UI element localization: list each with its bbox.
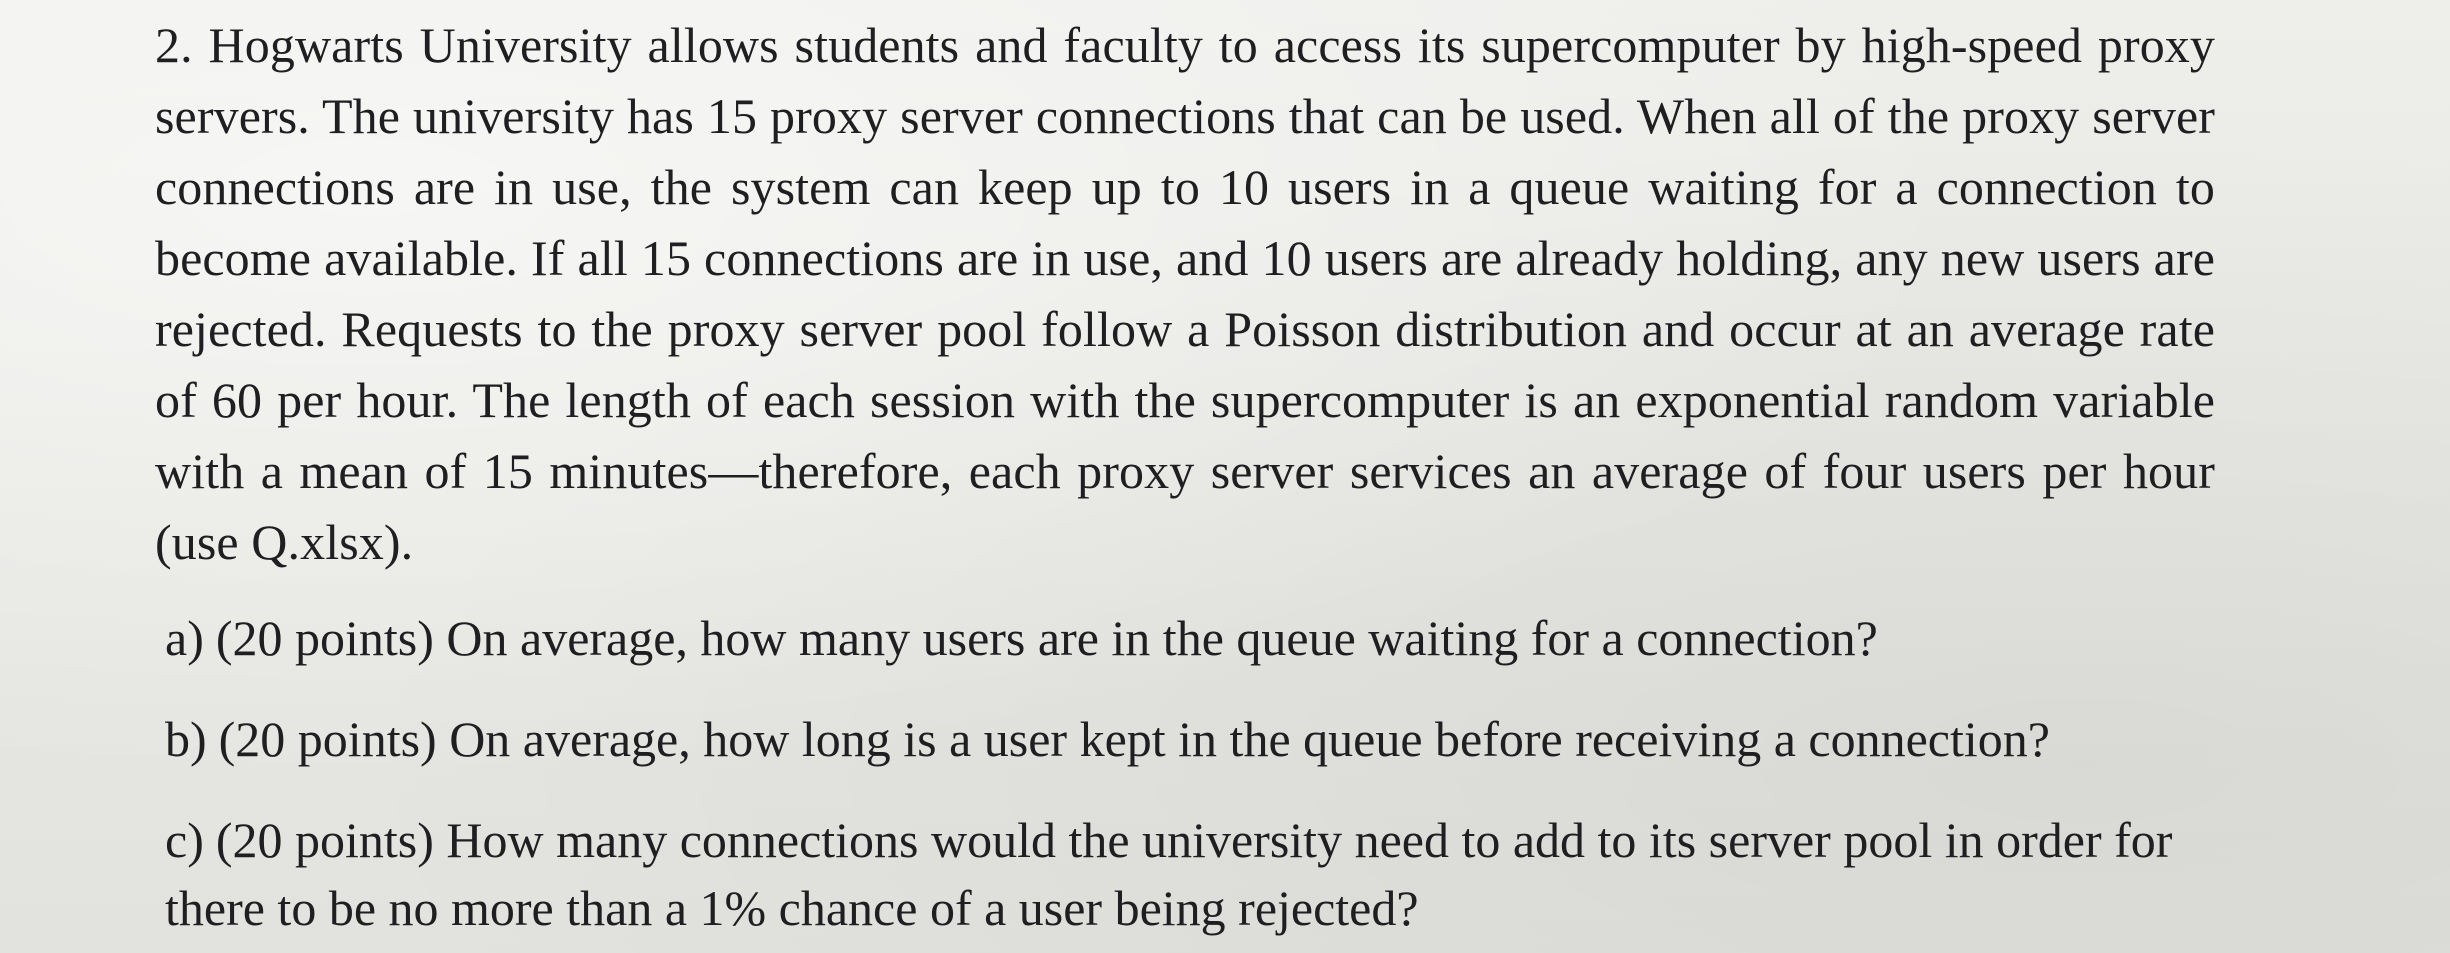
- question-c-text: How many connections would the university need to add to its server pool in order for there to be no more than a 1% chance of a user being rejected?: [165, 812, 2173, 936]
- question-b-label: b): [165, 711, 207, 767]
- question-a-text: On average, how many users are in the queue waiting for a connection?: [446, 610, 1878, 666]
- problem-statement: 2. Hogwarts University allows students and faculty to access its supercomputer by high-speed proxy servers. The university has 15 proxy server connections that can be used. When all of the proxy server connections are in use, the system can keep up to 10 users in a queue waiting for a connection to become available. If all 15 connections are in use, and 10 users are already holding, any new users are rejected. Requests to the proxy server pool follow a Poisson distribution and occur at an average rate of 60 per hour. The length of each session with the supercomputer is an exponential random variable with a mean of 15 minutes—therefore, each proxy server services an average of four users per hour (use Q.xlsx).: [155, 17, 2215, 570]
- question-c-points: (20 points): [215, 812, 434, 868]
- question-c-label: c): [165, 812, 204, 868]
- question-a-label: a): [165, 610, 204, 666]
- question-b: [165, 705, 2225, 773]
- question-c: [165, 806, 2225, 942]
- question-b-text: On average, how long is a user kept in the queue before receiving a connection?: [449, 711, 2050, 767]
- question-a: [165, 604, 2225, 672]
- question-a-points: (20 points): [215, 610, 434, 666]
- question-b-points: (20 points): [218, 711, 437, 767]
